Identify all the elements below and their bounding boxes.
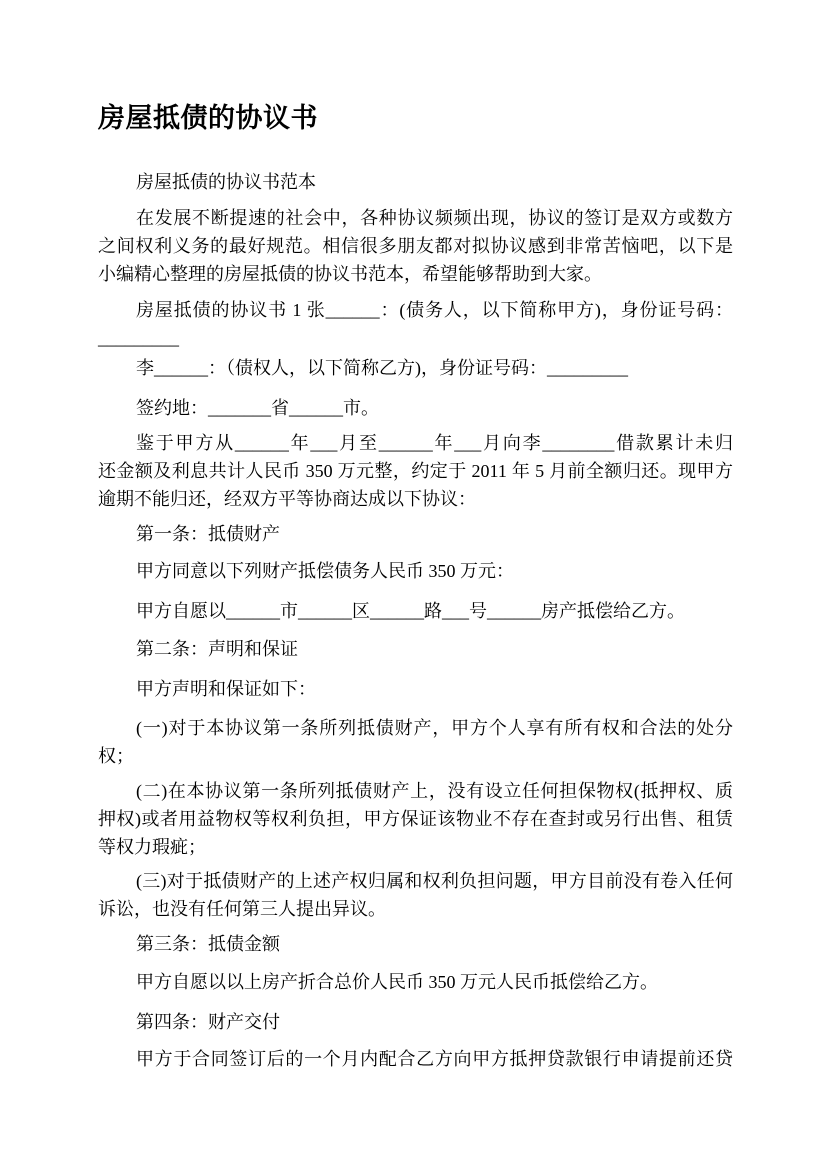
paragraph bbox=[98, 557, 733, 585]
paragraph bbox=[98, 675, 733, 703]
paragraph-line: 甲方自愿以以上房产折合总价人民币 350 万元人民币抵偿给乙方。 bbox=[136, 972, 658, 992]
paragraph-subtitle bbox=[98, 168, 733, 196]
paragraph bbox=[98, 1045, 733, 1073]
paragraph-line: 逾期不能归还，经双方平等协商达成以下协议： bbox=[98, 489, 476, 509]
paragraph-party-b bbox=[98, 354, 733, 382]
document-title: 房屋抵债的协议书 bbox=[98, 103, 318, 133]
paragraph-background bbox=[98, 429, 733, 513]
paragraph-signing-place bbox=[98, 394, 733, 422]
paragraph-party-a bbox=[98, 296, 733, 352]
paragraph-line: _________ bbox=[98, 328, 179, 348]
article-4-heading bbox=[98, 1008, 733, 1036]
paragraph-line: 鉴于甲方从______年___月至______年___月向李________借款累计未归 bbox=[136, 433, 733, 453]
paragraph-intro bbox=[98, 204, 733, 288]
paragraph-line: 李______：（债权人，以下简称乙方)，身份证号码：_________ bbox=[136, 358, 628, 378]
paragraph bbox=[98, 968, 733, 996]
article-3-heading bbox=[98, 930, 733, 958]
paragraph-line: (一)对于本协议第一条所列抵债财产，甲方个人享有所有权和合法的处分 bbox=[136, 718, 733, 738]
paragraph-line: (三)对于抵债财产的上述产权归属和权利负担问题，甲方目前没有卷入任何 bbox=[136, 871, 733, 891]
paragraph-line: 押权)或者用益物权等权利负担，甲方保证该物业不存在查封或另行出售、租赁 bbox=[98, 809, 733, 829]
clause-2 bbox=[98, 777, 733, 861]
paragraph-line: 在发展不断提速的社会中，各种协议频频出现，协议的签订是双方或数方 bbox=[136, 208, 733, 228]
paragraph bbox=[98, 597, 733, 625]
paragraph-line: 等权力瑕疵； bbox=[98, 837, 206, 857]
paragraph-line: 权； bbox=[98, 746, 134, 766]
paragraph-line: 小编精心整理的房屋抵债的协议书范本，希望能够帮助到大家。 bbox=[98, 264, 602, 284]
article-2-heading bbox=[98, 635, 733, 663]
paragraph-line: 签约地：_______省______市。 bbox=[136, 398, 379, 418]
paragraph-line: 甲方自愿以______市______区______路___号______房产抵偿给乙方。 bbox=[136, 601, 685, 621]
paragraph-line: 第一条：抵债财产 bbox=[136, 524, 280, 544]
paragraph-line: 房屋抵债的协议书 1 张______：(债务人，以下简称甲方)，身份证号码： bbox=[136, 300, 733, 320]
article-1-heading bbox=[98, 520, 733, 548]
paragraph-line: 诉讼，也没有任何第三人提出异议。 bbox=[98, 899, 386, 919]
clause-1 bbox=[98, 714, 733, 770]
paragraph-line: 甲方声明和保证如下： bbox=[136, 679, 316, 699]
paragraph-line: (二)在本协议第一条所列抵债财产上，没有设立任何担保物权(抵押权、质 bbox=[136, 781, 733, 801]
paragraph-line: 第四条：财产交付 bbox=[136, 1012, 280, 1032]
paragraph-line: 房屋抵债的协议书范本 bbox=[136, 172, 316, 192]
clause-3 bbox=[98, 867, 733, 923]
paragraph-line: 甲方于合同签订后的一个月内配合乙方向甲方抵押贷款银行申请提前还贷 bbox=[136, 1049, 733, 1069]
paragraph-line: 甲方同意以下列财产抵偿债务人民币 350 万元： bbox=[136, 561, 514, 581]
paragraph-line: 第三条：抵债金额 bbox=[136, 934, 280, 954]
paragraph-line: 还金额及利息共计人民币 350 万元整，约定于 2011 年 5 月前全额归还。现甲方 bbox=[98, 461, 733, 481]
paragraph-line: 第二条：声明和保证 bbox=[136, 639, 298, 659]
paragraph-line: 之间权利义务的最好规范。相信很多朋友都对拟协议感到非常苦恼吧，以下是 bbox=[98, 236, 733, 256]
